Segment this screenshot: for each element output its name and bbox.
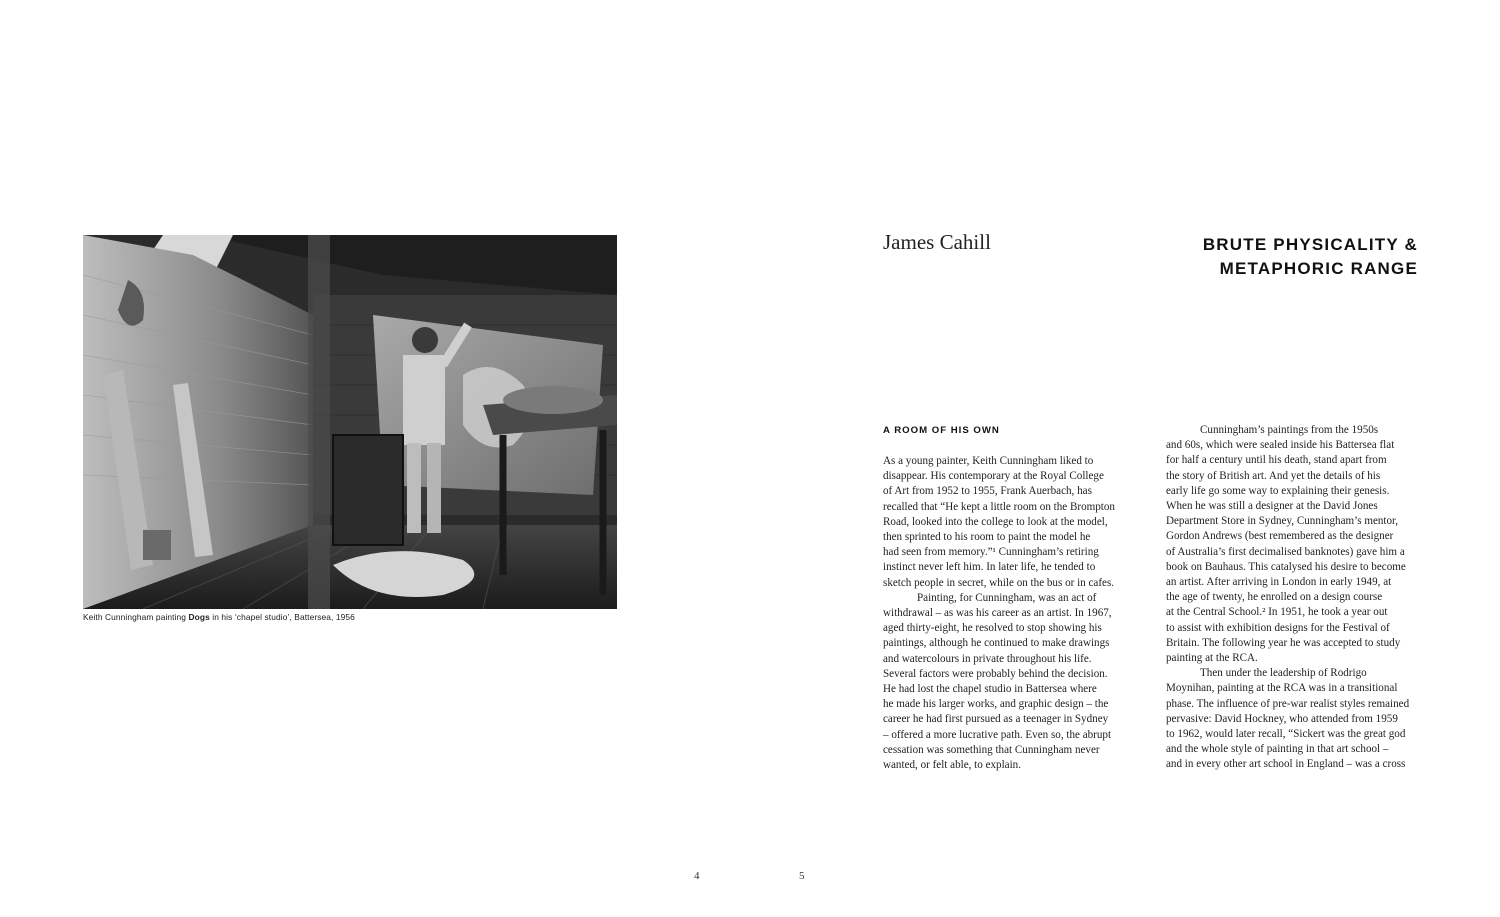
body-text-line: pervasive: David Hockney, who attended from 1959 (1166, 712, 1398, 725)
body-text-line: Several factors were probably behind the decision. (883, 667, 1108, 680)
body-text-line: Cunningham’s paintings from the 1950s (1200, 424, 1379, 436)
body-text-line: he made his larger works, and graphic design – the (883, 698, 1109, 711)
body-text-line: Britain. The following year he was accepted to study (1166, 636, 1401, 649)
body-text-line: Moynihan, painting at the RCA was in a transitional (1166, 682, 1398, 695)
body-text-line: early life go some way to explaining their genesis. (1166, 484, 1390, 497)
page-number-left: 4 (694, 870, 700, 882)
body-text-line: career he had first pursued as a teenager in Sydney (883, 713, 1109, 726)
body-text-line: Department Store in Sydney, Cunningham’s mentor, (1166, 515, 1399, 528)
body-text-line: of Australia’s first decimalised banknotes) gave him a (1166, 545, 1405, 558)
studio-photograph (83, 235, 617, 609)
body-text-line: and watercolours in private throughout his life. (883, 652, 1092, 665)
body-text-line: and the whole style of painting in that art school – (1166, 743, 1389, 756)
body-text-line: phase. The influence of pre-war realist styles remained (1166, 697, 1410, 710)
body-text-line: instinct never left him. In later life, he tended to (883, 561, 1096, 574)
body-text-line: cessation was something that Cunningham never (883, 743, 1100, 756)
chapter-title-line-2: METAPHORIC RANGE (1219, 258, 1418, 278)
body-text-line: Gordon Andrews (best remembered as the designer (1166, 530, 1394, 543)
body-text-line: disappear. His contemporary at the Royal College (883, 470, 1104, 483)
body-text-line: – offered a more lucrative path. Even so, the abrupt (883, 728, 1112, 741)
body-text-line: aged thirty-eight, he resolved to stop showing his (883, 622, 1102, 635)
chapter-title (1098, 233, 1418, 280)
body-text-line: to assist with exhibition designs for the Festival of (1166, 621, 1390, 634)
body-text-line: paintings, although he continued to make drawings (883, 637, 1110, 650)
body-text-line: the age of twenty, he enrolled on a design course (1166, 591, 1383, 604)
body-text-line: then sprinted to his room to paint the model he (883, 531, 1091, 544)
author-name: James Cahill (883, 230, 991, 254)
body-text-line: Then under the leadership of Rodrigo (1200, 667, 1367, 680)
body-text-line: As a young painter, Keith Cunningham liked to (883, 455, 1094, 467)
caption-artwork-title: Dogs (188, 612, 210, 622)
body-text-line: withdrawal – as was his career as an artist. In 1967, (883, 607, 1112, 620)
body-text-line: Painting, for Cunningham, was an act of (917, 591, 1097, 604)
body-text-line: Road, looked into the college to look at the model, (883, 515, 1108, 528)
body-text-line: to 1962, would later recall, “Sickert was the great god (1166, 728, 1406, 741)
body-text-line: book on Bauhaus. This catalysed his desire to become (1166, 560, 1406, 573)
body-text-line: the story of British art. And yet the details of his (1166, 469, 1381, 482)
body-text-line: When he was still a designer at the David Jones (1166, 500, 1378, 513)
body-text-line: painting at the RCA. (1166, 652, 1258, 665)
body-text-line: recalled that “He kept a little room on the Brompton (883, 500, 1115, 513)
body-text-line: wanted, or felt able, to explain. (883, 759, 1022, 772)
body-column-right (1166, 423, 1424, 773)
body-text-line: sketch people in secret, while on the bus or in cafes. (883, 576, 1115, 589)
caption-text-start: Keith Cunningham painting (83, 612, 189, 622)
photo-caption (83, 612, 623, 622)
body-column-left (883, 454, 1141, 773)
body-text-line: He had lost the chapel studio in Battersea where (883, 683, 1097, 696)
chapter-title-line-1: BRUTE PHYSICALITY & (1202, 235, 1418, 254)
body-text-line: of Art from 1952 to 1955, Frank Auerbach, has (883, 485, 1092, 498)
body-text-line: had seen from memory.”¹ Cunningham’s retiring (883, 546, 1099, 559)
caption-text-end: in his ‘chapel studio’, Battersea, 1956 (209, 612, 355, 622)
body-text-line: and in every other art school in England – was a cross (1166, 758, 1406, 771)
body-text-line: an artist. After arriving in London in early 1949, at (1166, 576, 1392, 589)
body-text-line: and 60s, which were sealed inside his Battersea flat (1166, 439, 1395, 452)
body-text-line: at the Central School.² In 1951, he took a year out (1166, 606, 1388, 619)
section-heading: A ROOM OF HIS OWN (883, 425, 1000, 436)
page-number-right: 5 (799, 870, 805, 882)
body-text-line: for half a century until his death, stand apart from (1166, 454, 1387, 467)
